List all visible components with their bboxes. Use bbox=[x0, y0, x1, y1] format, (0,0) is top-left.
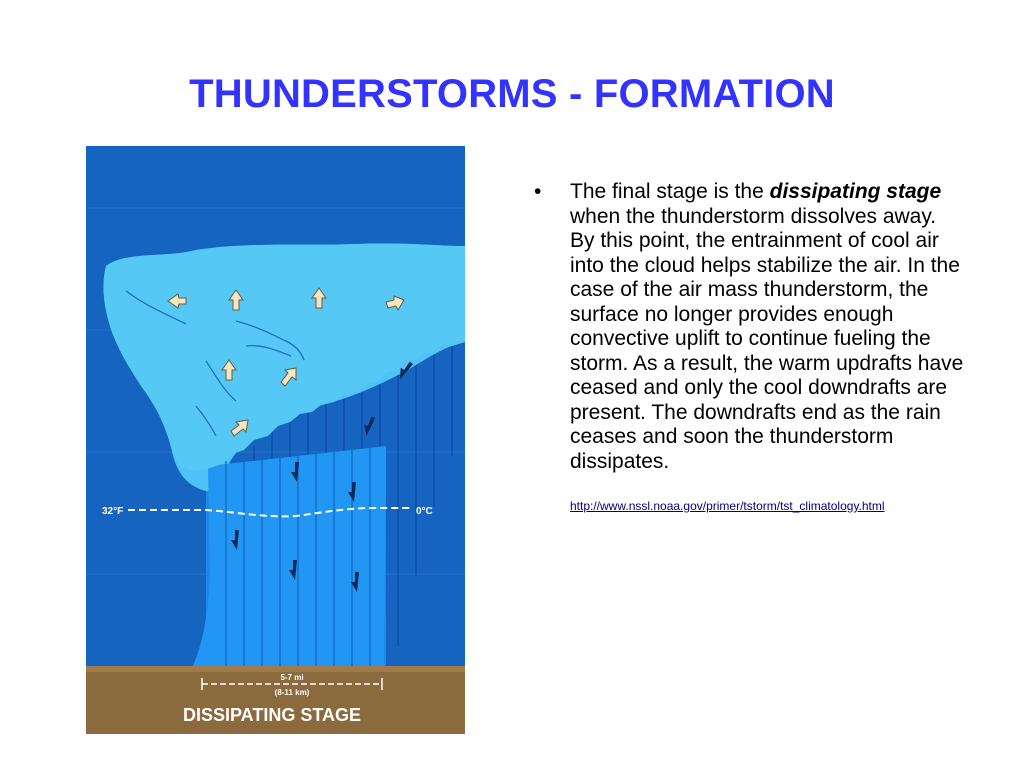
temp-celsius-label: 0°C bbox=[416, 506, 433, 517]
source-link[interactable]: http://www.nssl.noaa.gov/primer/tstorm/tst_climatology.html bbox=[570, 499, 885, 513]
body-text-main: when the thunderstorm dissolves away. By this point, the entrainment of cool air into the cloud helps stabilize the air. In the case of the air mass thunderstorm, the surface no longer provides enough convective uplift to continue fueling the storm. As a result, the warm updrafts have ceased and only the cool downdrafts are present. The downdrafts end as the rain ceases and soon the thunderstorm dissipates. bbox=[570, 204, 964, 473]
link-row bbox=[534, 492, 964, 519]
scale-km-label: (8-11 km) bbox=[274, 688, 310, 697]
temp-fahrenheit-label: 32°F bbox=[102, 506, 124, 517]
body-text-intro: The final stage is the bbox=[570, 180, 770, 203]
bullet-marker: • bbox=[534, 180, 542, 203]
emphasis-term: dissipating stage bbox=[769, 180, 942, 203]
stage-label: DISSIPATING STAGE bbox=[182, 705, 362, 725]
bullet-text bbox=[570, 180, 964, 474]
dissipating-stage-diagram bbox=[86, 146, 465, 734]
cloud-column bbox=[186, 446, 386, 678]
bullet-item bbox=[534, 180, 964, 474]
scale-miles-label: 5-7 mi bbox=[280, 673, 304, 682]
text-block bbox=[534, 180, 964, 519]
ground-edge bbox=[86, 666, 465, 672]
slide-title: THUNDERSTORMS - FORMATION bbox=[189, 72, 835, 116]
